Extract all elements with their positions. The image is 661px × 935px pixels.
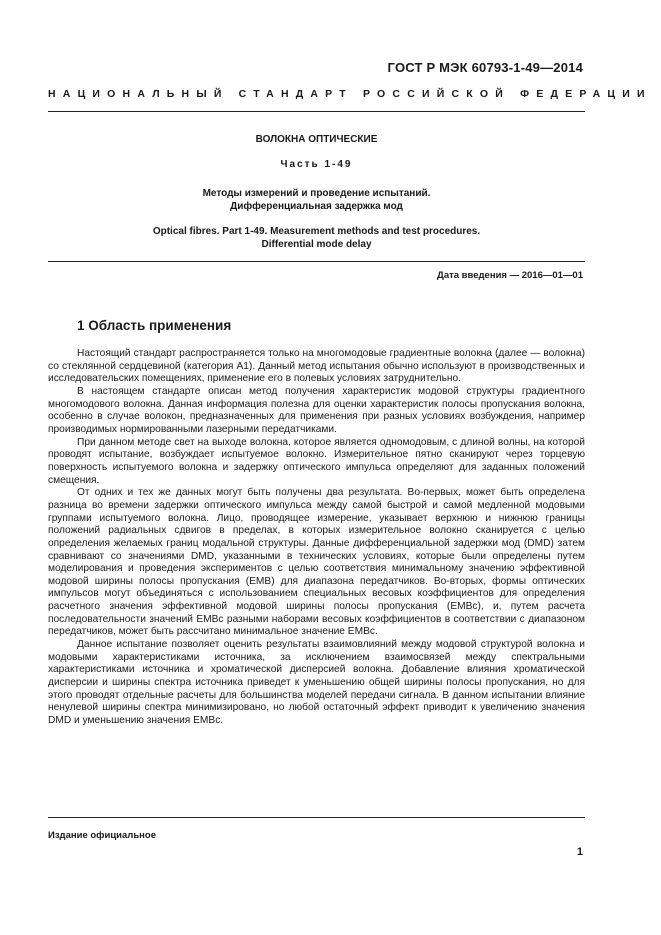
paragraph: При данном методе свет на выходе волокна, которое является одномодовым, с длиной волны, на которой проводят испытание, возбуждает испытуемое волокно. Измерительное пятно сканируют через торцевую поверхность испытуемого волокна и задержку оптического импульса определяют для заданных положений смещения. [48, 436, 585, 486]
doc-subtitle-line-2: Дифференциальная задержка мод [230, 201, 403, 212]
section-body [48, 348, 585, 728]
footer-divider [48, 817, 585, 818]
standard-id: ГОСТ Р МЭК 60793-1-49—2014 [387, 60, 583, 75]
paragraph: От одних и тех же данных могут быть получены два результата. Во-первых, может быть определена разница во времени задержки оптического импульса между самой быстрой и самой медленной модовыми группами испытуемого волокна. Лицо, проводящее измерение, указывает верхнюю и нижнюю границы положений радиальных сдвигов в пределах, в которых измерительное волокно сканируется с целью определения желаемых границ модальной структуры. Данные дифференциальной задержки мод (DMD) затем сравнивают со значениями DMD, указанными в технических условиях, которые были определены путем моделирования и проведения экспериментов с целью соответствия минимальному значению эффективной модовой ширины полосы пропускания (EMB) для диапазона передатчиков. Во-вторых, формы оптических импульсов могут объединяться с использованием специальных весовых коэффициентов для определения расчетного значения эффективной модовой ширины полосы пропускания (EMBc), и, путем расчета последовательности значений EMBc разными наборами весовых коэффициентов в соответствии с диапазоном передатчиков, может быть рассчитано минимальное значение EMBc. [48, 487, 585, 638]
doc-english-title-line-2: Differential mode delay [261, 239, 372, 250]
section-heading: 1 Область применения [77, 318, 232, 333]
header-divider [48, 111, 585, 112]
paragraph: Настоящий стандарт распространяется только на многомодовые градиентные волокна (далее — волокна) со стеклянной сердцевиной (категория А1). Данный метод испытания обычно используют в производственных и исследовательских помещениях, применение его в полевых условиях затруднительно. [48, 348, 585, 385]
title-divider [48, 261, 585, 262]
paragraph: В настоящем стандарте описан метод получения характеристик модовой структуры градиентного многомодового волокна. Данная информация полезна для оценки характеристик полосы пропускания волокна, особенно в случае волокон, предназначенных для применения при разных условиях возбуждения, например производимых нормированными лазерными передатчиками. [48, 385, 585, 435]
edition-label: Издание официальное [48, 830, 156, 841]
national-standard-title: НАЦИОНАЛЬНЫЙ СТАНДАРТ РОССИЙСКОЙ ФЕДЕРАЦИИ [48, 88, 652, 100]
doc-part-number: Часть 1-49 [280, 159, 353, 170]
doc-english-title-line-1: Optical fibres. Part 1-49. Measurement methods and test procedures. [152, 226, 481, 237]
introduction-date: Дата введения — 2016—01—01 [437, 270, 583, 281]
paragraph: Данное испытание позволяет оценить результаты взаимовлияний между модовой структурой волокна и модовыми характеристиками источника, за исключением взаимосвязей между спектральными характеристиками источника и хроматической дисперсией волокна. Добавление влияния хроматической дисперсии и ширины спектра источника приведет к уменьшению общей ширины полосы пропускания, но для этого проводят отдельные расчеты для большинства моделей передачи сигнала. В данном испытании влияние ненулевой ширины спектра минимизировано, но любой остаточный эффект приводит к увеличению значения DMD и уменьшению значения EMBc. [48, 639, 585, 727]
doc-subtitle-line-1: Методы измерений и проведение испытаний. [202, 188, 431, 199]
page-number: 1 [576, 846, 583, 858]
doc-main-title: ВОЛОКНА ОПТИЧЕСКИЕ [255, 134, 378, 145]
